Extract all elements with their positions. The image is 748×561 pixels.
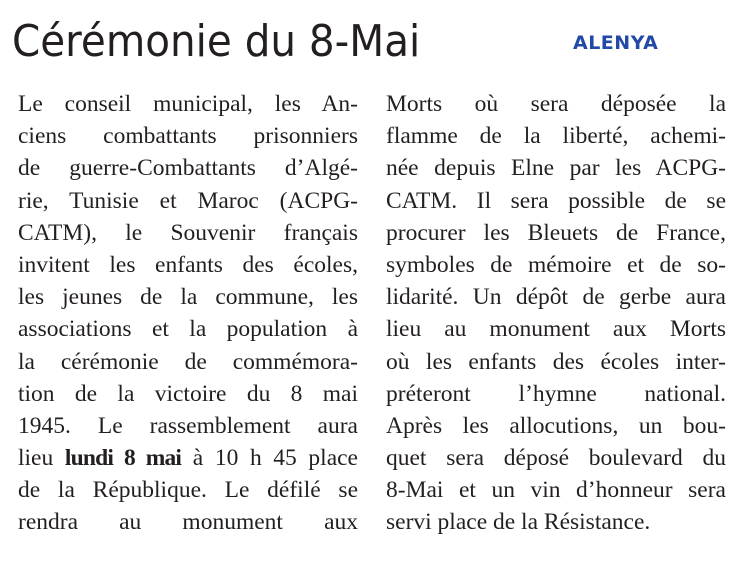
text-line: procurer les Bleuets de France, (386, 219, 726, 246)
text-line: Le conseil municipal, les An- (18, 91, 358, 117)
text-line: 1945. Le rassemblement aura (18, 412, 358, 439)
event-date-bold: lundi 8 mai (64, 445, 182, 472)
text-line: de la République. Le défilé se (18, 477, 358, 504)
town-label: ALENYA (573, 32, 659, 54)
text-line: les jeunes de la commune, les (18, 284, 358, 311)
text-line: 8-Mai et un vin d’honneur sera (386, 477, 726, 504)
text-line: où les enfants des écoles inter- (386, 348, 726, 375)
newspaper-clipping (8, 10, 724, 546)
text-line: lidarité. Un dépôt de gerbe aura (386, 284, 726, 311)
text-line: invitent les enfants des écoles, (18, 251, 358, 278)
text-fragment: lieu (18, 445, 65, 472)
text-line: lieu au monument aux Morts (386, 316, 726, 343)
text-line: rie, Tunisie et Maroc (ACPG- (18, 187, 358, 214)
text-line: servi place de la Résistance. (386, 509, 651, 536)
text-line: née depuis Elne par les ACPG- (386, 155, 726, 182)
text-line: flamme de la liberté, achemi- (386, 123, 726, 150)
article-column-left (18, 88, 358, 539)
text-line: Morts où sera déposée la (386, 91, 726, 117)
text-line: symboles de mémoire et de so- (386, 251, 726, 278)
text-line: tion de la victoire du 8 mai (18, 380, 358, 407)
text-fragment: à 10 h 45 place (181, 445, 358, 472)
text-line: CATM), le Souvenir français (18, 219, 358, 246)
text-line: ciens combattants prisonniers (18, 123, 358, 150)
text-line: Après les allocutions, un bou- (386, 412, 726, 439)
text-line: quet sera déposé boulevard du (386, 445, 726, 472)
article-column-right (386, 88, 726, 539)
text-line: la cérémonie de commémora- (18, 348, 358, 375)
article-headline: Cérémonie du 8-Mai (12, 16, 421, 67)
text-line: de guerre-Combattants d’Algé- (18, 155, 358, 182)
text-line: rendra au monument aux (18, 509, 358, 536)
text-line: associations et la population à (18, 316, 358, 343)
text-line: préteront l’hymne national. (386, 380, 726, 407)
text-line-date (18, 442, 358, 474)
text-line: CATM. Il sera possible de se (386, 187, 726, 214)
